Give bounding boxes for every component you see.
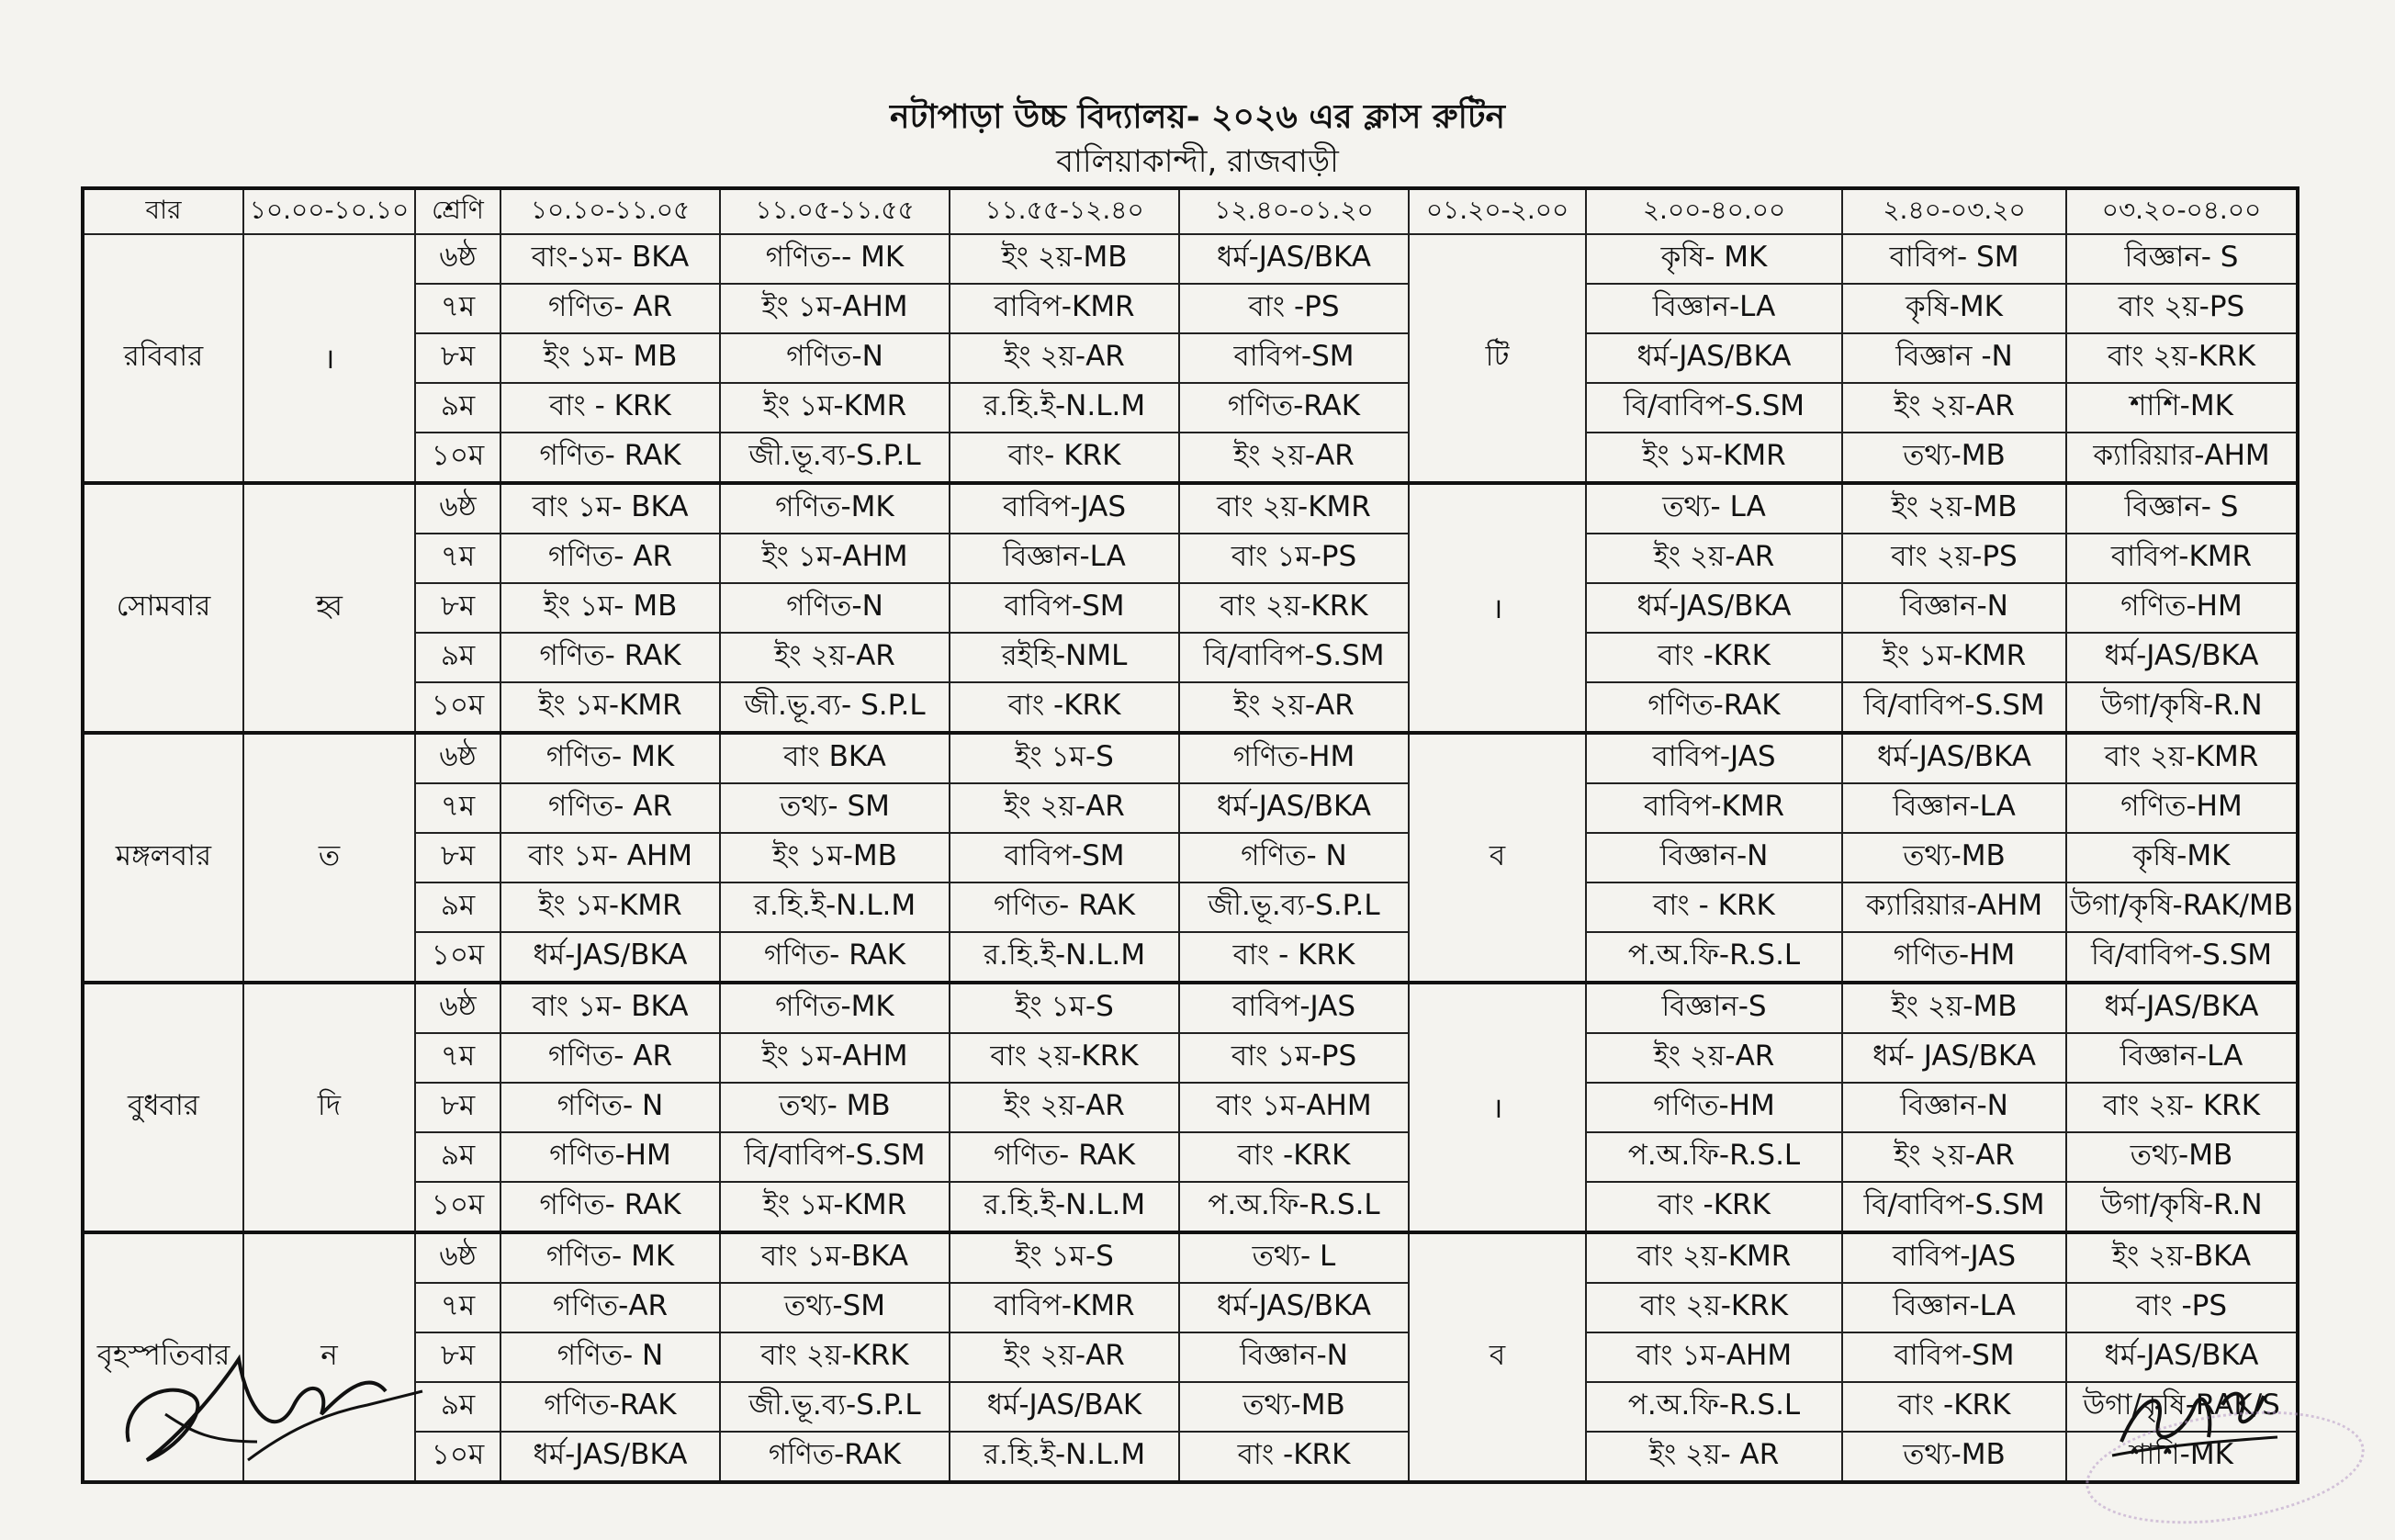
period-cell: তথ্য- LA	[1586, 483, 1842, 534]
period-cell: র.হি.ই-N.L.M	[950, 1182, 1179, 1232]
period-cell: ইং ২য়-AR	[950, 1083, 1179, 1132]
period-cell: গণিত-RAK	[1586, 682, 1842, 733]
day-cell: রবিবার	[83, 234, 243, 483]
period-cell: ক্যারিয়ার-AHM	[2066, 433, 2298, 483]
period-cell: গণিত-- MK	[720, 234, 950, 284]
table-row	[83, 1083, 2298, 1132]
table-row	[83, 1182, 2298, 1232]
period-cell: বাবিপ-JAS	[1586, 733, 1842, 783]
column-header: ১০.১০-১১.০৫	[500, 188, 720, 234]
table-row	[83, 633, 2298, 682]
break-cell: ।	[1409, 483, 1586, 733]
table-row	[83, 1232, 2298, 1283]
period-cell: প.অ.ফি-R.S.L	[1179, 1182, 1409, 1232]
period-cell: বাং ১ম- BKA	[500, 483, 720, 534]
class-cell: ৭ম	[415, 284, 500, 333]
period-cell: বাবিপ-SM	[950, 833, 1179, 882]
period-cell: ইং ২য়-AR	[1179, 433, 1409, 483]
period-cell: ইং ২য়-AR	[1842, 383, 2066, 433]
period-cell: বাং -KRK	[1179, 1132, 1409, 1182]
period-cell: বাং -PS	[2066, 1283, 2298, 1332]
period-cell: ইং ২য়-AR	[950, 783, 1179, 833]
period-cell: বি/বাবিপ-S.SM	[1842, 682, 2066, 733]
period-cell: প.অ.ফি-R.S.L	[1586, 1132, 1842, 1182]
routine-title: নটাপাড়া উচ্চ বিদ্যালয়- ২০২৬ এর ক্লাস রুটিন	[889, 98, 1506, 136]
period-cell: তথ্য- L	[1179, 1232, 1409, 1283]
period-cell: বি/বাবিপ-S.SM	[1586, 383, 1842, 433]
class-cell: ১০ম	[415, 1182, 500, 1232]
period-cell: তথ্য-MB	[1842, 433, 2066, 483]
break-cell: ব	[1409, 1232, 1586, 1482]
routine-subtitle: বালিয়াকান্দী, রাজবাড়ী	[1056, 143, 1339, 180]
period-cell: ইং ১ম-KMR	[500, 682, 720, 733]
period-cell: ধর্ম-JAS/BKA	[500, 932, 720, 983]
class-cell: ৬ষ্ঠ	[415, 983, 500, 1033]
period-cell: কৃষি- MK	[1586, 234, 1842, 284]
period-cell: বাবিপ-KMR	[950, 1283, 1179, 1332]
period-cell: তথ্য- SM	[720, 783, 950, 833]
period-cell: বিজ্ঞান- S	[2066, 234, 2298, 284]
period-cell: গণিত- RAK	[950, 882, 1179, 932]
class-cell: ৬ষ্ঠ	[415, 234, 500, 284]
column-header: ০১.২০-২.০০	[1409, 188, 1586, 234]
class-cell: ৯ম	[415, 1382, 500, 1432]
period-cell: বাবিপ-JAS	[1179, 983, 1409, 1033]
period-cell: বাং ২য়-KMR	[2066, 733, 2298, 783]
period-cell: ইং ২য়-MB	[950, 234, 1179, 284]
period-cell: ধর্ম-JAS/BKA	[1179, 783, 1409, 833]
period-cell: গণিত-HM	[1586, 1083, 1842, 1132]
period-cell: উগা/কৃষি-R.N	[2066, 682, 2298, 733]
table-row	[83, 433, 2298, 483]
period-cell: শাশি-MK	[2066, 383, 2298, 433]
table-row	[83, 333, 2298, 383]
period-cell: জী.ভূ.ব্য-S.P.L	[1179, 882, 1409, 932]
period-cell: ধর্ম- JAS/BKA	[1842, 1033, 2066, 1083]
day-cell: সোমবার	[83, 483, 243, 733]
period-cell: গণিত- AR	[500, 284, 720, 333]
table-row	[83, 234, 2298, 284]
period-cell: গণিত- AR	[500, 1033, 720, 1083]
period-cell: বাং ১ম-PS	[1179, 1033, 1409, 1083]
column-header: ১১.৫৫-১২.৪০	[950, 188, 1179, 234]
column-header: ০৩.২০-০৪.০০	[2066, 188, 2298, 234]
period-cell: বাবিপ-SM	[1842, 1332, 2066, 1382]
period-cell: বিজ্ঞান-LA	[1842, 1283, 2066, 1332]
class-cell: ৮ম	[415, 583, 500, 633]
period-cell: গণিত-AR	[500, 1283, 720, 1332]
class-cell: ৯ম	[415, 882, 500, 932]
table-row	[83, 983, 2298, 1033]
period-cell: বিজ্ঞান-LA	[950, 534, 1179, 583]
period-cell: গণিত-N	[720, 583, 950, 633]
column-header: ১২.৪০-০১.২০	[1179, 188, 1409, 234]
period-cell: বাবিপ-KMR	[2066, 534, 2298, 583]
period-cell: বাং ২য়-KRK	[2066, 333, 2298, 383]
period-cell: তথ্য-SM	[720, 1283, 950, 1332]
period-cell: বিজ্ঞান-N	[1842, 583, 2066, 633]
period-cell: তথ্য-MB	[1842, 833, 2066, 882]
period-cell: বাং ১ম-AHM	[1586, 1332, 1842, 1382]
class-cell: ৬ষ্ঠ	[415, 1232, 500, 1283]
class-routine-table	[81, 186, 2299, 1484]
assembly-cell: ।	[243, 234, 415, 483]
period-cell: বি/বাবিপ-S.SM	[1179, 633, 1409, 682]
table-row	[83, 483, 2298, 534]
period-cell: ইং ২য়-AR	[1586, 1033, 1842, 1083]
period-cell: গণিত-RAK	[1179, 383, 1409, 433]
period-cell: গণিত- MK	[500, 733, 720, 783]
period-cell: বিজ্ঞান- S	[2066, 483, 2298, 534]
period-cell: বিজ্ঞান-LA	[1842, 783, 2066, 833]
period-cell: গণিত- RAK	[500, 1182, 720, 1232]
period-cell: বাং ২য়-KRK	[720, 1332, 950, 1382]
period-cell: বাং ২য়-KMR	[1179, 483, 1409, 534]
class-cell: ১০ম	[415, 932, 500, 983]
period-cell: বিজ্ঞান-LA	[1586, 284, 1842, 333]
period-cell: বাবিপ-KMR	[1586, 783, 1842, 833]
period-cell: ইং ১ম-AHM	[720, 534, 950, 583]
period-cell: জী.ভূ.ব্য- S.P.L	[720, 682, 950, 733]
class-cell: ৮ম	[415, 833, 500, 882]
period-cell: গণিত- RAK	[950, 1132, 1179, 1182]
period-cell: গণিত- RAK	[500, 433, 720, 483]
period-cell: বাং - KRK	[1586, 882, 1842, 932]
class-cell: ৯ম	[415, 383, 500, 433]
period-cell: র.হি.ই-N.L.M	[950, 932, 1179, 983]
table-row	[83, 534, 2298, 583]
period-cell: বিজ্ঞান -N	[1842, 333, 2066, 383]
period-cell: বাং -KRK	[1586, 633, 1842, 682]
class-cell: ৯ম	[415, 1132, 500, 1182]
period-cell: বিজ্ঞান-N	[1179, 1332, 1409, 1382]
period-cell: বি/বাবিপ-S.SM	[720, 1132, 950, 1182]
period-cell: কৃষি-MK	[2066, 833, 2298, 882]
period-cell: গণিত-RAK	[500, 1382, 720, 1432]
period-cell: ইং ২য়-AR	[1842, 1132, 2066, 1182]
period-cell: প.অ.ফি-R.S.L	[1586, 932, 1842, 983]
period-cell: ইং ১ম- MB	[500, 333, 720, 383]
table-row	[83, 583, 2298, 633]
period-cell: ধর্ম-JAS/BKA	[2066, 1332, 2298, 1382]
period-cell: বাং -KRK	[1842, 1382, 2066, 1432]
period-cell: বাং -KRK	[950, 682, 1179, 733]
period-cell: ইং ১ম-S	[950, 983, 1179, 1033]
period-cell: বাং- KRK	[950, 433, 1179, 483]
period-cell: বাং BKA	[720, 733, 950, 783]
class-cell: ৮ম	[415, 1083, 500, 1132]
signature-left	[110, 1304, 441, 1488]
day-cell: বুধবার	[83, 983, 243, 1232]
period-cell: ইং ১ম-KMR	[500, 882, 720, 932]
table-row	[83, 783, 2298, 833]
period-cell: তথ্য- MB	[720, 1083, 950, 1132]
period-cell: ইং ২য়-AR	[950, 333, 1179, 383]
period-cell: ধর্ম-JAS/BKA	[1179, 234, 1409, 284]
period-cell: গণিত- AR	[500, 534, 720, 583]
period-cell: বাবিপ-SM	[1179, 333, 1409, 383]
period-cell: ধর্ম-JAS/BKA	[500, 1432, 720, 1482]
period-cell: ইং ১ম-MB	[720, 833, 950, 882]
period-cell: গণিত-RAK	[720, 1432, 950, 1482]
class-cell: ৭ম	[415, 1033, 500, 1083]
period-cell: বিজ্ঞান-N	[1586, 833, 1842, 882]
table-row	[83, 682, 2298, 733]
period-cell: বাং - KRK	[500, 383, 720, 433]
period-cell: গণিত-N	[720, 333, 950, 383]
routine-body	[83, 234, 2298, 1482]
period-cell: বাং-১ম- BKA	[500, 234, 720, 284]
period-cell: বাবিপ-SM	[950, 583, 1179, 633]
period-cell: বাং ২য়-PS	[2066, 284, 2298, 333]
period-cell: ইং ২য়-BKA	[2066, 1232, 2298, 1283]
period-cell: বিজ্ঞান-LA	[2066, 1033, 2298, 1083]
class-cell: ৬ষ্ঠ	[415, 483, 500, 534]
period-cell: গণিত-HM	[1842, 932, 2066, 983]
period-cell: বাং ২য়-KMR	[1586, 1232, 1842, 1283]
period-cell: বিজ্ঞান-S	[1586, 983, 1842, 1033]
table-row	[83, 882, 2298, 932]
period-cell: ইং ২য়-AR	[720, 633, 950, 682]
class-cell: ৯ম	[415, 633, 500, 682]
period-cell: উগা/কৃষি-R.N	[2066, 1182, 2298, 1232]
period-cell: গণিত-HM	[2066, 583, 2298, 633]
period-cell: র.হি.ই-N.L.M	[950, 1432, 1179, 1482]
period-cell: ধর্ম-JAS/BKA	[1586, 583, 1842, 633]
period-cell: ইং ১ম-KMR	[720, 1182, 950, 1232]
period-cell: ইং ২য়-AR	[1586, 534, 1842, 583]
period-cell: গণিত-HM	[500, 1132, 720, 1182]
period-cell: ইং ২য়-MB	[1842, 483, 2066, 534]
period-cell: প.অ.ফি-R.S.L	[1586, 1382, 1842, 1432]
period-cell: জী.ভূ.ব্য-S.P.L	[720, 433, 950, 483]
column-header: ১০.০০-১০.১০	[243, 188, 415, 234]
period-cell: বি/বাবিপ-S.SM	[2066, 932, 2298, 983]
period-cell: গণিত- RAK	[720, 932, 950, 983]
period-cell: বাং ১ম-AHM	[1179, 1083, 1409, 1132]
class-cell: ১০ম	[415, 682, 500, 733]
table-row	[83, 932, 2298, 983]
assembly-cell: হ্ব	[243, 483, 415, 733]
period-cell: বাং -KRK	[1179, 1432, 1409, 1482]
period-cell: উগা/কৃষি-RAK/MB	[2066, 882, 2298, 932]
break-cell: ।	[1409, 983, 1586, 1232]
period-cell: উগা/কৃষি-RAK/S	[2066, 1382, 2298, 1432]
table-row	[83, 383, 2298, 433]
period-cell: বাং ১ম-BKA	[720, 1232, 950, 1283]
period-cell: কৃষি-MK	[1842, 284, 2066, 333]
period-cell: ধর্ম-JAS/BKA	[1586, 333, 1842, 383]
column-header: ১১.০৫-১১.৫৫	[720, 188, 950, 234]
period-cell: ইং ১ম-S	[950, 733, 1179, 783]
table-row	[83, 1132, 2298, 1182]
class-cell: ১০ম	[415, 433, 500, 483]
period-cell: ইং ১ম-KMR	[1586, 433, 1842, 483]
class-cell: ৭ম	[415, 1283, 500, 1332]
period-cell: ক্যারিয়ার-AHM	[1842, 882, 2066, 932]
period-cell: তথ্য-MB	[1179, 1382, 1409, 1432]
assembly-cell: ন	[243, 1232, 415, 1482]
column-header: শ্রেণি	[415, 188, 500, 234]
column-header: ২.৪০-০৩.২০	[1842, 188, 2066, 234]
period-cell: বাং ২য়-KRK	[1179, 583, 1409, 633]
period-cell: বাং ২য়-KRK	[950, 1033, 1179, 1083]
period-cell: ইং ১ম- MB	[500, 583, 720, 633]
break-cell: ব	[1409, 733, 1586, 983]
period-cell: তথ্য-MB	[2066, 1132, 2298, 1182]
period-cell: গণিত-MK	[720, 483, 950, 534]
period-cell: ইং ২য়-AR	[950, 1332, 1179, 1382]
period-cell: গণিত- N	[500, 1083, 720, 1132]
period-cell: গণিত- RAK	[500, 633, 720, 682]
day-cell: মঙ্গলবার	[83, 733, 243, 983]
period-cell: বাং ১ম- AHM	[500, 833, 720, 882]
header-row	[83, 188, 2298, 234]
period-cell: গণিত-HM	[2066, 783, 2298, 833]
class-cell: ৮ম	[415, 333, 500, 383]
period-cell: বাং ১ম- BKA	[500, 983, 720, 1033]
period-cell: বাং ২য়-KRK	[1586, 1283, 1842, 1332]
period-cell: বাং ১ম-PS	[1179, 534, 1409, 583]
period-cell: ইং ১ম-KMR	[1842, 633, 2066, 682]
table-row	[83, 733, 2298, 783]
column-header: বার	[83, 188, 243, 234]
table-row	[83, 833, 2298, 882]
period-cell: গণিত-HM	[1179, 733, 1409, 783]
period-cell: ধর্ম-JAS/BKA	[2066, 633, 2298, 682]
class-cell: ৮ম	[415, 1332, 500, 1382]
class-cell: ৭ম	[415, 534, 500, 583]
assembly-cell: দি	[243, 983, 415, 1232]
table-row	[83, 284, 2298, 333]
period-cell: গণিত- N	[1179, 833, 1409, 882]
period-cell: বাবিপ- SM	[1842, 234, 2066, 284]
period-cell: ইং ১ম-AHM	[720, 1033, 950, 1083]
period-cell: রইহি-NML	[950, 633, 1179, 682]
period-cell: বাবিপ-KMR	[950, 284, 1179, 333]
period-cell: ধর্ম-JAS/BAK	[950, 1382, 1179, 1432]
period-cell: ইং ১ম-KMR	[720, 383, 950, 433]
period-cell: জী.ভূ.ব্য-S.P.L	[720, 1382, 950, 1432]
period-cell: র.হি.ই-N.L.M	[950, 383, 1179, 433]
table-row	[83, 1033, 2298, 1083]
class-cell: ৭ম	[415, 783, 500, 833]
period-cell: বাং ২য়-PS	[1842, 534, 2066, 583]
period-cell: ইং ১ম-AHM	[720, 284, 950, 333]
period-cell: ইং ১ম-S	[950, 1232, 1179, 1283]
period-cell: ধর্ম-JAS/BKA	[1179, 1283, 1409, 1332]
period-cell: বাং -KRK	[1586, 1182, 1842, 1232]
assembly-cell: ত	[243, 733, 415, 983]
period-cell: বাবিপ-JAS	[950, 483, 1179, 534]
break-cell: টি	[1409, 234, 1586, 483]
period-cell: গণিত- N	[500, 1332, 720, 1382]
period-cell: তথ্য-MB	[1842, 1432, 2066, 1482]
period-cell: গণিত- MK	[500, 1232, 720, 1283]
period-cell: ইং ২য়-MB	[1842, 983, 2066, 1033]
period-cell: বাং - KRK	[1179, 932, 1409, 983]
column-header: ২.০০-৪০.০০	[1586, 188, 1842, 234]
class-cell: ১০ম	[415, 1432, 500, 1482]
period-cell: বিজ্ঞান-N	[1842, 1083, 2066, 1132]
period-cell: বাং -PS	[1179, 284, 1409, 333]
day-cell: বৃহস্পতিবার	[83, 1232, 243, 1482]
period-cell: গণিত- AR	[500, 783, 720, 833]
period-cell: শাশি-MK	[2066, 1432, 2298, 1482]
class-cell: ৬ষ্ঠ	[415, 733, 500, 783]
period-cell: ধর্ম-JAS/BKA	[1842, 733, 2066, 783]
period-cell: বাবিপ-JAS	[1842, 1232, 2066, 1283]
period-cell: র.হি.ই-N.L.M	[720, 882, 950, 932]
period-cell: বি/বাবিপ-S.SM	[1842, 1182, 2066, 1232]
period-cell: ইং ২য়-AR	[1179, 682, 1409, 733]
period-cell: ইং ২য়- AR	[1586, 1432, 1842, 1482]
period-cell: গণিত-MK	[720, 983, 950, 1033]
period-cell: ধর্ম-JAS/BKA	[2066, 983, 2298, 1033]
period-cell: বাং ২য়- KRK	[2066, 1083, 2298, 1132]
